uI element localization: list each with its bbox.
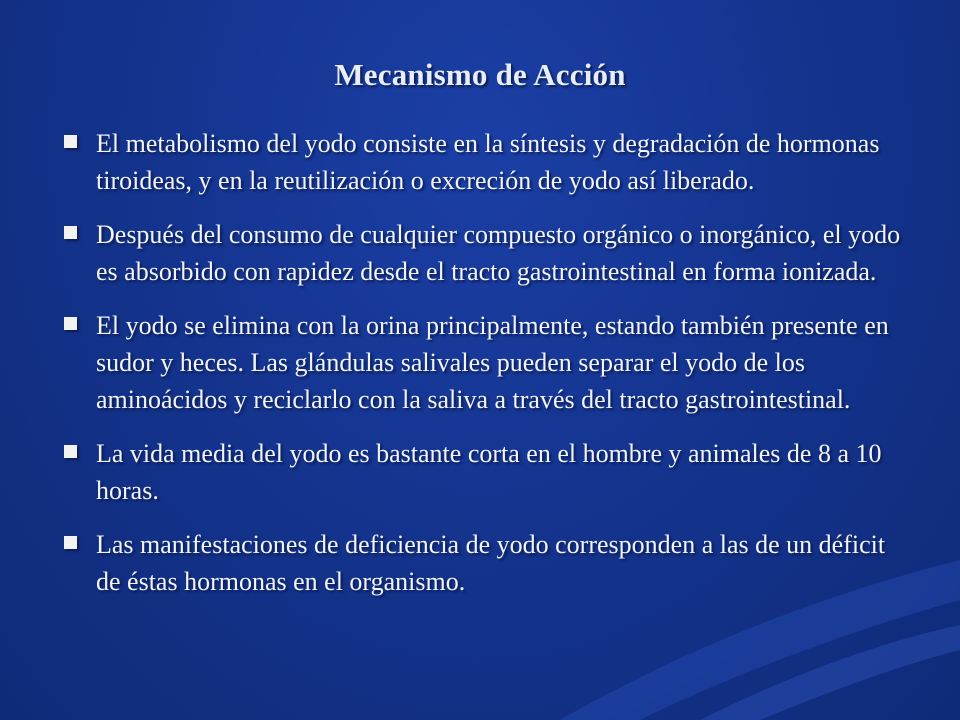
bullet-text: El metabolismo del yodo consiste en la síntesis y degradación de hormonas tiroideas, y en la reutilización o excreción de yodo así liberado.: [96, 129, 880, 195]
bullet-text: Las manifestaciones de deficiencia de yodo corresponden a las de un déficit de éstas hormonas en el organismo.: [96, 530, 886, 596]
bullet-item: [64, 435, 904, 509]
bullet-list: [64, 125, 904, 617]
square-bullet-icon: [64, 317, 77, 330]
bullet-text: La vida media del yodo es bastante corta en el hombre y animales de 8 a 10 horas.: [96, 439, 882, 505]
bullet-item: [64, 216, 904, 290]
bullet-item: [64, 307, 904, 418]
square-bullet-icon: [64, 226, 77, 239]
bullet-text: El yodo se elimina con la orina principalmente, estando también presente en sudor y heces. Las glándulas salivales pueden separar el yodo de los aminoácidos y reciclarlo con la saliva a través del tracto gastrointestinal.: [96, 311, 889, 414]
square-bullet-icon: [64, 135, 77, 148]
slide-title: Mecanismo de Acción: [334, 57, 626, 92]
square-bullet-icon: [64, 445, 77, 458]
bullet-item: [64, 526, 904, 600]
square-bullet-icon: [64, 536, 77, 549]
bullet-text: Después del consumo de cualquier compuesto orgánico o inorgánico, el yodo es absorbido con rapidez desde el tracto gastrointestinal en forma ionizada.: [96, 220, 901, 286]
bullet-item: [64, 125, 904, 199]
